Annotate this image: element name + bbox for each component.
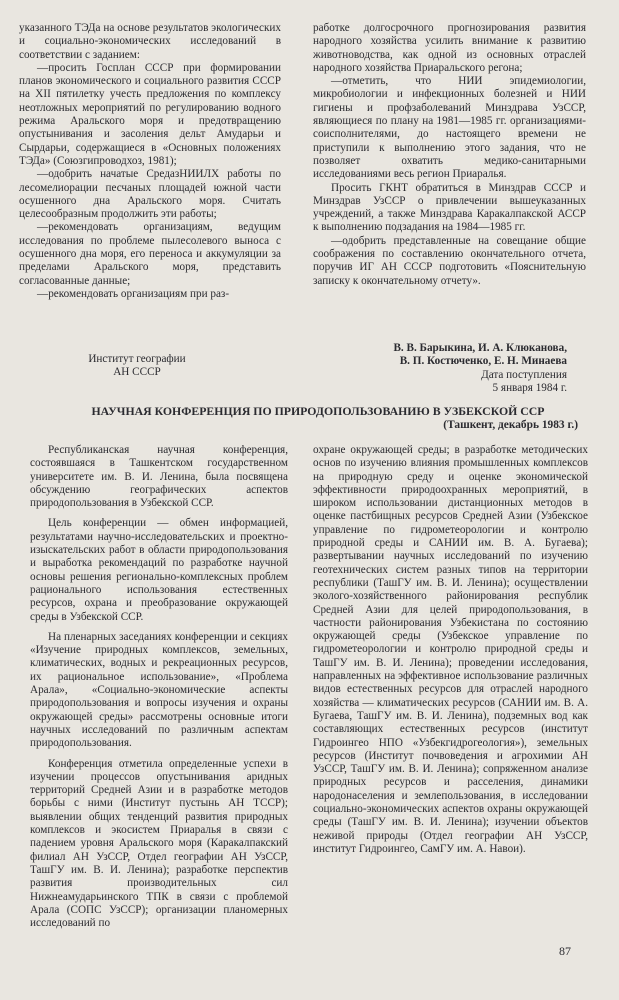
institute-affiliation — [37, 353, 237, 380]
authors-line-2: В. П. Костюченко, Е. Н. Минаева — [399, 355, 567, 368]
paragraph: Цель конференции — обмен информацией, результатами научно-исследовательских и проектно-изыскательских работ в области природопользования и выработка рекомендаций по разработке научной основы решения регионально-комплексных проблем рационального использования естественных ресурсов, охрана и преобразование окружающей среды в Узбекской ССР. — [30, 517, 288, 623]
institute-name: Институт географии — [88, 353, 186, 365]
paragraph: работке долгосрочного прогнозирования развития народного хозяйства усилить внимание к развитию животноводства, как одной из основных отраслей народного хозяйства Приаральского регона; — [313, 22, 586, 74]
page-number: 87 — [559, 944, 571, 958]
authors-line-1: В. В. Барыкина, И. А. Клюканова, — [393, 342, 567, 354]
paragraph: —одобрить представленные на совещание общие соображения по составлению окончательного отчета, поручив ИГ АН СССР подготовить «Пояснительную записку к окончательному отчету». — [313, 234, 586, 287]
paragraph: На пленарных заседаниях конференции и секциях «Изучение природных комплексов, земельных, климатических, водных и рекреационных ресурсов, их рациональное использование», «Проблема Арала», «Социально-экономические аспекты природопользования и вопросы изучения и охраны окружающей среды» рассмотрены основные итоги научных исследований по различным аспектам природопользования. — [30, 630, 288, 750]
paragraph: Конференция отметила определенные успехи в изучении процессов опустынивания аридных территорий Средней Азии и в разработке методов борьбы с ними (Институт пустынь АН ТССР); выявлении общих тенденций развития природных комплексов и экосистем Приаралья в связи с падением уровня Аральского моря (Каракалпакский филиал АН УзССР, Отдел географии АН УзССР, ТашГУ им. В. И. Ленина); разработке перспектив развития производительных сил Нижнеамударьинского ТПК в связи с проблемой Арала (СОПС УзССР); организации планомерных исследований по — [30, 757, 288, 930]
authors-block — [267, 342, 567, 395]
bottom-left-column — [30, 444, 288, 930]
bottom-right-column — [313, 444, 588, 856]
article-subtitle: (Ташкент, декабрь 1983 г.) — [443, 419, 578, 431]
paragraph: —рекомендовать организациям при раз- — [37, 287, 230, 300]
article-title: НАУЧНАЯ КОНФЕРЕНЦИЯ ПО ПРИРОДОПОЛЬЗОВАНИЮ В УЗБЕКСКОЙ ССР — [91, 404, 545, 418]
paragraph: —отметить, что НИИ эпидемиологии, микробиологии и инфекционных болезней и НИИ гигиены и профзаболеваний Минздрава УзССР, являющиеся по плану на 1981—1985 гг. организациями-соисполнителями, до настоящего времени не приступили к выполнению этого задания, что не позволяет охватить медико-санитарными исследованиями весь регион Приаралья. — [313, 75, 586, 181]
paragraph: —рекомендовать организациям, ведущим исследования по проблеме пылесолевого выноса с осушенного дна моря, его переноса и аккумуляции за пределами Аральского моря, представить согласованные данные; — [19, 221, 281, 287]
paragraph: Республиканская научная конференция, состоявшаяся в Ташкентском государственном университете им. В. И. Ленина, была посвящена обсуждению географических аспектов природопользования в Узбекской ССР. — [30, 444, 288, 510]
institute-org: АН СССР — [113, 366, 161, 379]
paragraph: охране окружающей среды; в разработке методических основ по изучению влияния промышленных комплексов на природную среду и оценке экономической эффективности природоохранных мероприятий, в широком использовании дистанционных методов в оценке пастбищных ресурсов Средней Азии (Узбекское управление по гидрометеорологии и контролю природной среды и САНИИ им. В. А. Бугаева); развертывании научных исследований по изучению геотехнических систем разных типов на территории республики (ТашГУ им. В. И. Ленина); осуществлении эколого-хозяйственного районирования республик Средней Азии для целей природопользования, в частности районирования Узбекистана по состоянию окружающей среды (Узбекское управление по гидрометеорологии и контролю природной среды и ТашГУ им. В. И. Ленина); проведении исследования, направленных на эффективное использование различных видов естественных ресурсов для отраслей народного хозяйства — климатических ресурсов (САНИИ им. В. А. Бугаева, ТашГУ им. В. И. Ленина), подземных вод как составляющих естественных ресурсов (институт Гидроингео НПО «Узбекгидрогеология»), земельных ресурсов (Институт почвоведения и агрохимии АН УзССР, ТашГУ им. В. И. Ленина); сопряженном анализе природных ресурсов и расселения, динамики народонаселения и землепользования, в исследовании социально-экономических аспектов охраны окружающей среды (ТашГУ им. В. И. Ленина); изучении объектов неживой природы (Отдел географии АН УзССР, институт Гидроингео, СамГУ им. А. Навои). — [313, 444, 588, 855]
paragraph: Просить ГКНТ обратиться в Минздрав СССР и Минздрав УзССР о привлечении вышеуказанных учреждений, а также Минздрава Каракалпакской АССР к выполнению подзадания на 1984—1985 гг. — [313, 181, 586, 234]
top-right-column — [313, 22, 586, 288]
top-left-column — [19, 22, 281, 301]
paragraph: указанного ТЭДа на основе результатов экологических и социально-экономических исследований в соответствии с заданием: — [19, 22, 281, 61]
received-label: Дата поступления — [481, 368, 567, 381]
paragraph: —просить Госплан СССР при формировании планов экономического и социального развития СССР на XII пятилетку учесть предложения по комплексу неотложных мероприятий по регулированию водного режима Аральского моря и предотвращению опустынивания и засоления дельт Амударьи и Сырдарьи, содержащиеся в «Основных положениях ТЭДа» (Союзгипроводхоз, 1981); — [19, 61, 281, 167]
received-date: 5 января 1984 г. — [492, 381, 567, 394]
paragraph: —одобрить начатые СредазНИИЛХ работы по лесомелиорации песчаных площадей южной части осушенного дна Аральского моря. Считать целесообразным продолжить эти работы; — [19, 168, 281, 221]
